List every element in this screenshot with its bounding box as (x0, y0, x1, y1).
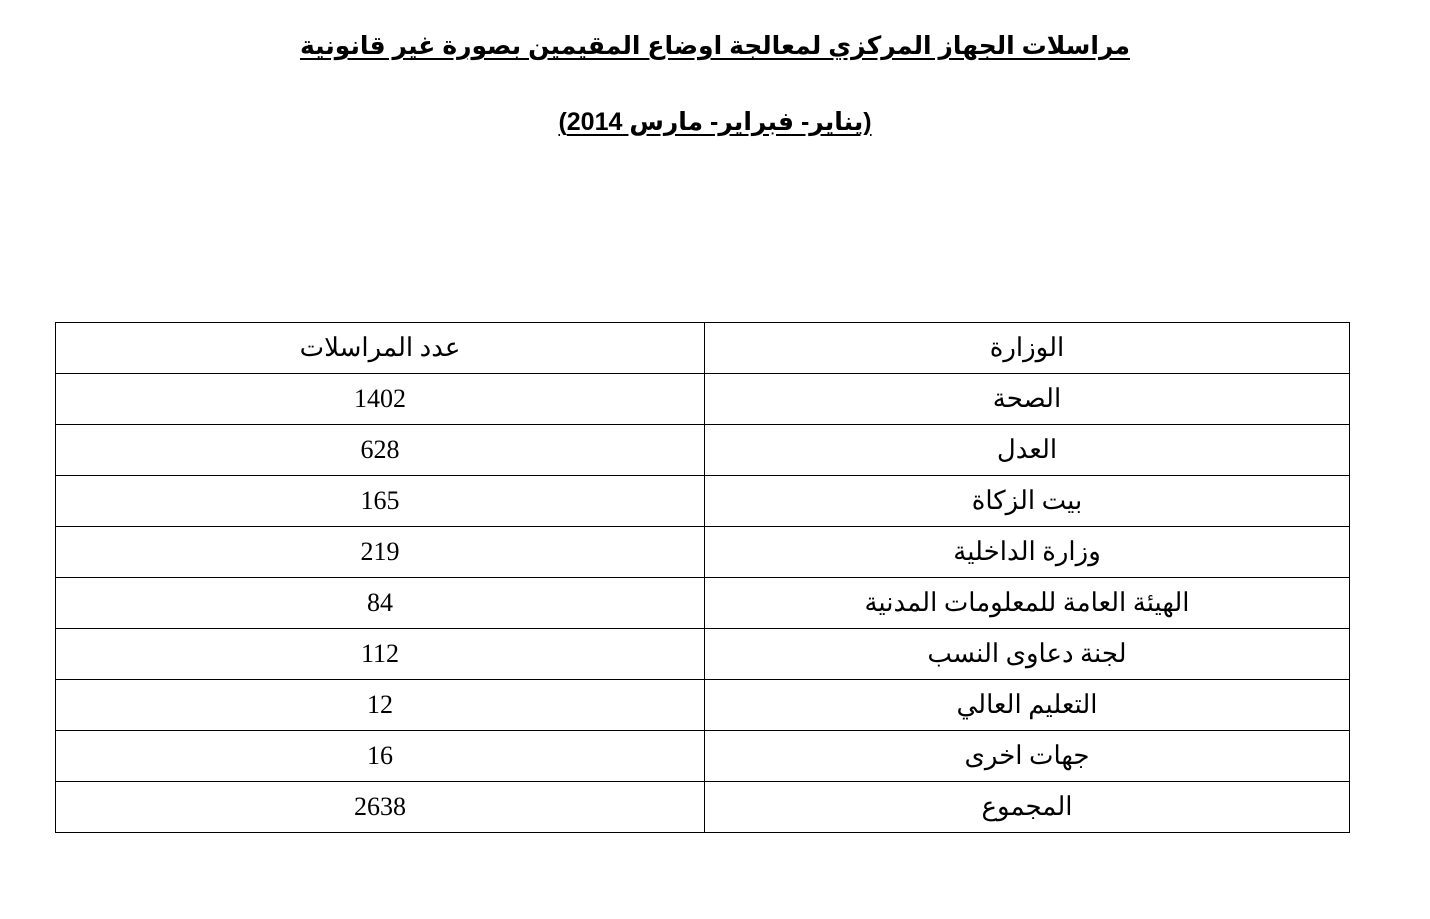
table-row (56, 527, 1350, 578)
cell-count: 165 (56, 476, 705, 527)
document-title-line-2-text: (يناير- فبراير- مارس 2014) (558, 107, 872, 136)
report-table (55, 322, 1350, 833)
cell-ministry: وزارة الداخلية (705, 527, 1350, 578)
table-row-total (56, 782, 1350, 833)
cell-ministry: جهات اخرى (705, 731, 1350, 782)
cell-count: 1402 (56, 374, 705, 425)
cell-ministry: بيت الزكاة (705, 476, 1350, 527)
cell-count: 112 (56, 629, 705, 680)
table-row (56, 629, 1350, 680)
document-title-block (0, 0, 1430, 140)
document-title-line-1 (0, 30, 1430, 64)
cell-ministry: التعليم العالي (705, 680, 1350, 731)
table-header-row (56, 323, 1350, 374)
table-row (56, 578, 1350, 629)
table-header-count: عدد المراسلات (56, 323, 705, 374)
document-title-line-1-text: مراسلات الجهاز المركزي لمعالجة اوضاع المقيمين بصورة غير قانونية (300, 32, 1130, 60)
cell-count: 219 (56, 527, 705, 578)
cell-count: 12 (56, 680, 705, 731)
table-row (56, 731, 1350, 782)
report-table-container (82, 322, 1350, 833)
report-table-body (56, 323, 1350, 833)
cell-ministry: لجنة دعاوى النسب (705, 629, 1350, 680)
table-row (56, 680, 1350, 731)
cell-ministry-total: المجموع (705, 782, 1350, 833)
cell-count: 16 (56, 731, 705, 782)
table-header-ministry: الوزارة (705, 323, 1350, 374)
table-row (56, 476, 1350, 527)
cell-count: 84 (56, 578, 705, 629)
cell-count: 628 (56, 425, 705, 476)
cell-ministry: الصحة (705, 374, 1350, 425)
cell-ministry: العدل (705, 425, 1350, 476)
document-title-line-2 (0, 106, 1430, 140)
cell-ministry: الهيئة العامة للمعلومات المدنية (705, 578, 1350, 629)
table-row (56, 425, 1350, 476)
table-row (56, 374, 1350, 425)
cell-count-total: 2638 (56, 782, 705, 833)
